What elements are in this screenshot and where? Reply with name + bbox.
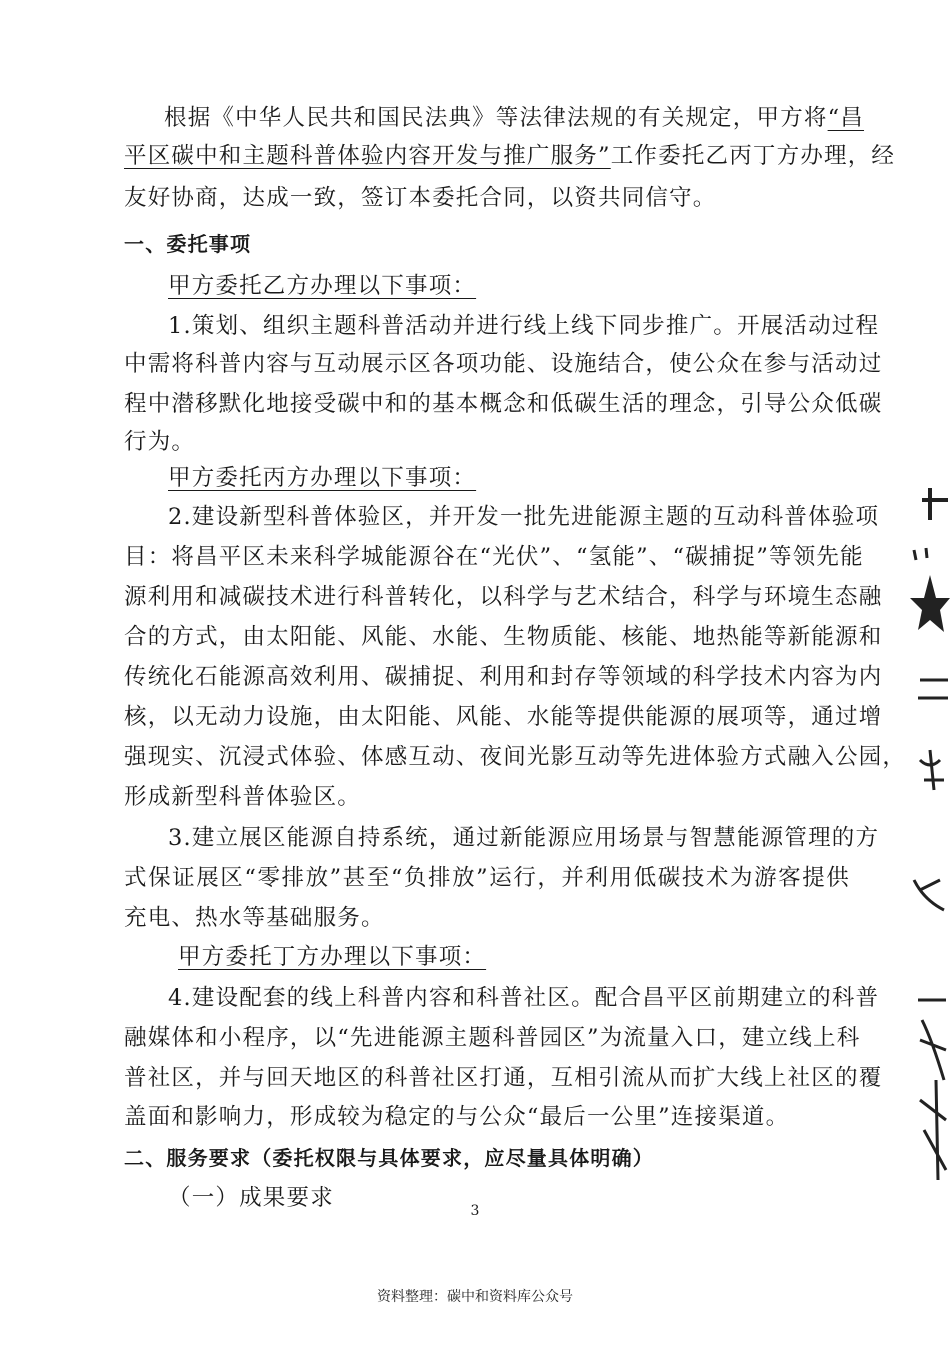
- item-1-line-4: 行为。: [124, 429, 196, 455]
- intro-line-2: [124, 138, 896, 174]
- item-4-line-2: 融媒体和小程序，以“先进能源主题科普园区”为流量入口，建立线上科: [124, 1025, 861, 1051]
- subheading-party-c-text: 甲方委托丙方办理以下事项：: [168, 465, 477, 491]
- section-2-heading: 二、服务要求（委托权限与具体要求，应尽量具体明确）: [124, 1146, 654, 1170]
- item-2-line-1: 2.建设新型科普体验区，并开发一批先进能源主题的互动科普体验项: [168, 504, 880, 530]
- section-2-subheading: （一）成果要求: [168, 1185, 334, 1211]
- subheading-party-d: [178, 939, 904, 975]
- item-2-line-8: 形成新型科普体验区。: [124, 784, 362, 810]
- item-1-line-2: 中需将科普内容与互动展示区各项功能、设施结合，使公众在参与活动过: [124, 351, 883, 377]
- item-3-line-2: 式保证展区“零排放”甚至“负排放”运行，并利用低碳技术为游客提供: [124, 865, 850, 891]
- page-number: 3: [470, 1203, 480, 1219]
- subheading-party-d-text: 甲方委托丁方办理以下事项：: [178, 944, 487, 970]
- intro-line-1: [164, 100, 865, 136]
- item-1-line-1: 1.策划、组织主题科普活动并进行线上线下同步推广。开展活动过程: [168, 313, 880, 339]
- item-3-line-3: 充电、热水等基础服务。: [124, 905, 385, 931]
- item-4-line-4: 盖面和影响力，形成较为稳定的与公众“最后一公里”连接渠道。: [124, 1104, 790, 1130]
- item-2-line-5: 传统化石能源高效利用、碳捕捉、利用和封存等领域的科学技术内容为内: [124, 664, 883, 690]
- item-2-line-7: 强现实、沉浸式体验、体感互动、夜间光影互动等先进体验方式融入公园，: [124, 744, 907, 770]
- item-2-line-4: 合的方式，由太阳能、风能、水能、生物质能、核能、地热能等新能源和: [124, 624, 883, 650]
- subheading-party-b-text: 甲方委托乙方办理以下事项：: [168, 273, 477, 299]
- item-4-line-3: 普社区，并与回天地区的科普社区打通，互相引流从而扩大线上社区的覆: [124, 1065, 883, 1091]
- item-4-line-1: 4.建设配套的线上科普内容和科普社区。配合昌平区前期建立的科普: [168, 985, 880, 1011]
- section-1-heading: 一、委托事项: [124, 232, 252, 256]
- subheading-party-c: [168, 460, 894, 496]
- edge-seal-marks: [900, 480, 950, 1200]
- item-2-line-3: 源利用和减碳技术进行科普转化，以科学与艺术结合，科学与环境生态融: [124, 584, 883, 610]
- subheading-party-b: [168, 268, 894, 304]
- item-2-line-6: 核，以无动力设施，由太阳能、风能、水能等提供能源的展项等，通过增: [124, 704, 883, 730]
- intro-line-2-text: 工作委托乙丙丁方办理，经: [610, 143, 896, 169]
- intro-line-3: 友好协商，达成一致，签订本委托合同，以资共同信守。: [124, 185, 717, 211]
- item-2-line-2: 目：将昌平区未来科学城能源谷在“光伏”、“氢能”、“碳捕捉”等领先能: [124, 544, 864, 570]
- item-1-line-3: 程中潜移默化地接受碳中和的基本概念和低碳生活的理念，引导公众低碳: [124, 391, 883, 417]
- intro-project-title-end: 平区碳中和主题科普体验内容开发与推广服务”: [124, 143, 611, 169]
- footer-source: 资料整理：碳中和资料库公众号: [377, 1289, 573, 1305]
- intro-project-title-start: “昌: [827, 105, 865, 131]
- intro-line-1-text: 根据《中华人民共和国民法典》等法律法规的有关规定，甲方将: [164, 105, 828, 131]
- item-3-line-1: 3.建立展区能源自持系统，通过新能源应用场景与智慧能源管理的方: [168, 825, 880, 851]
